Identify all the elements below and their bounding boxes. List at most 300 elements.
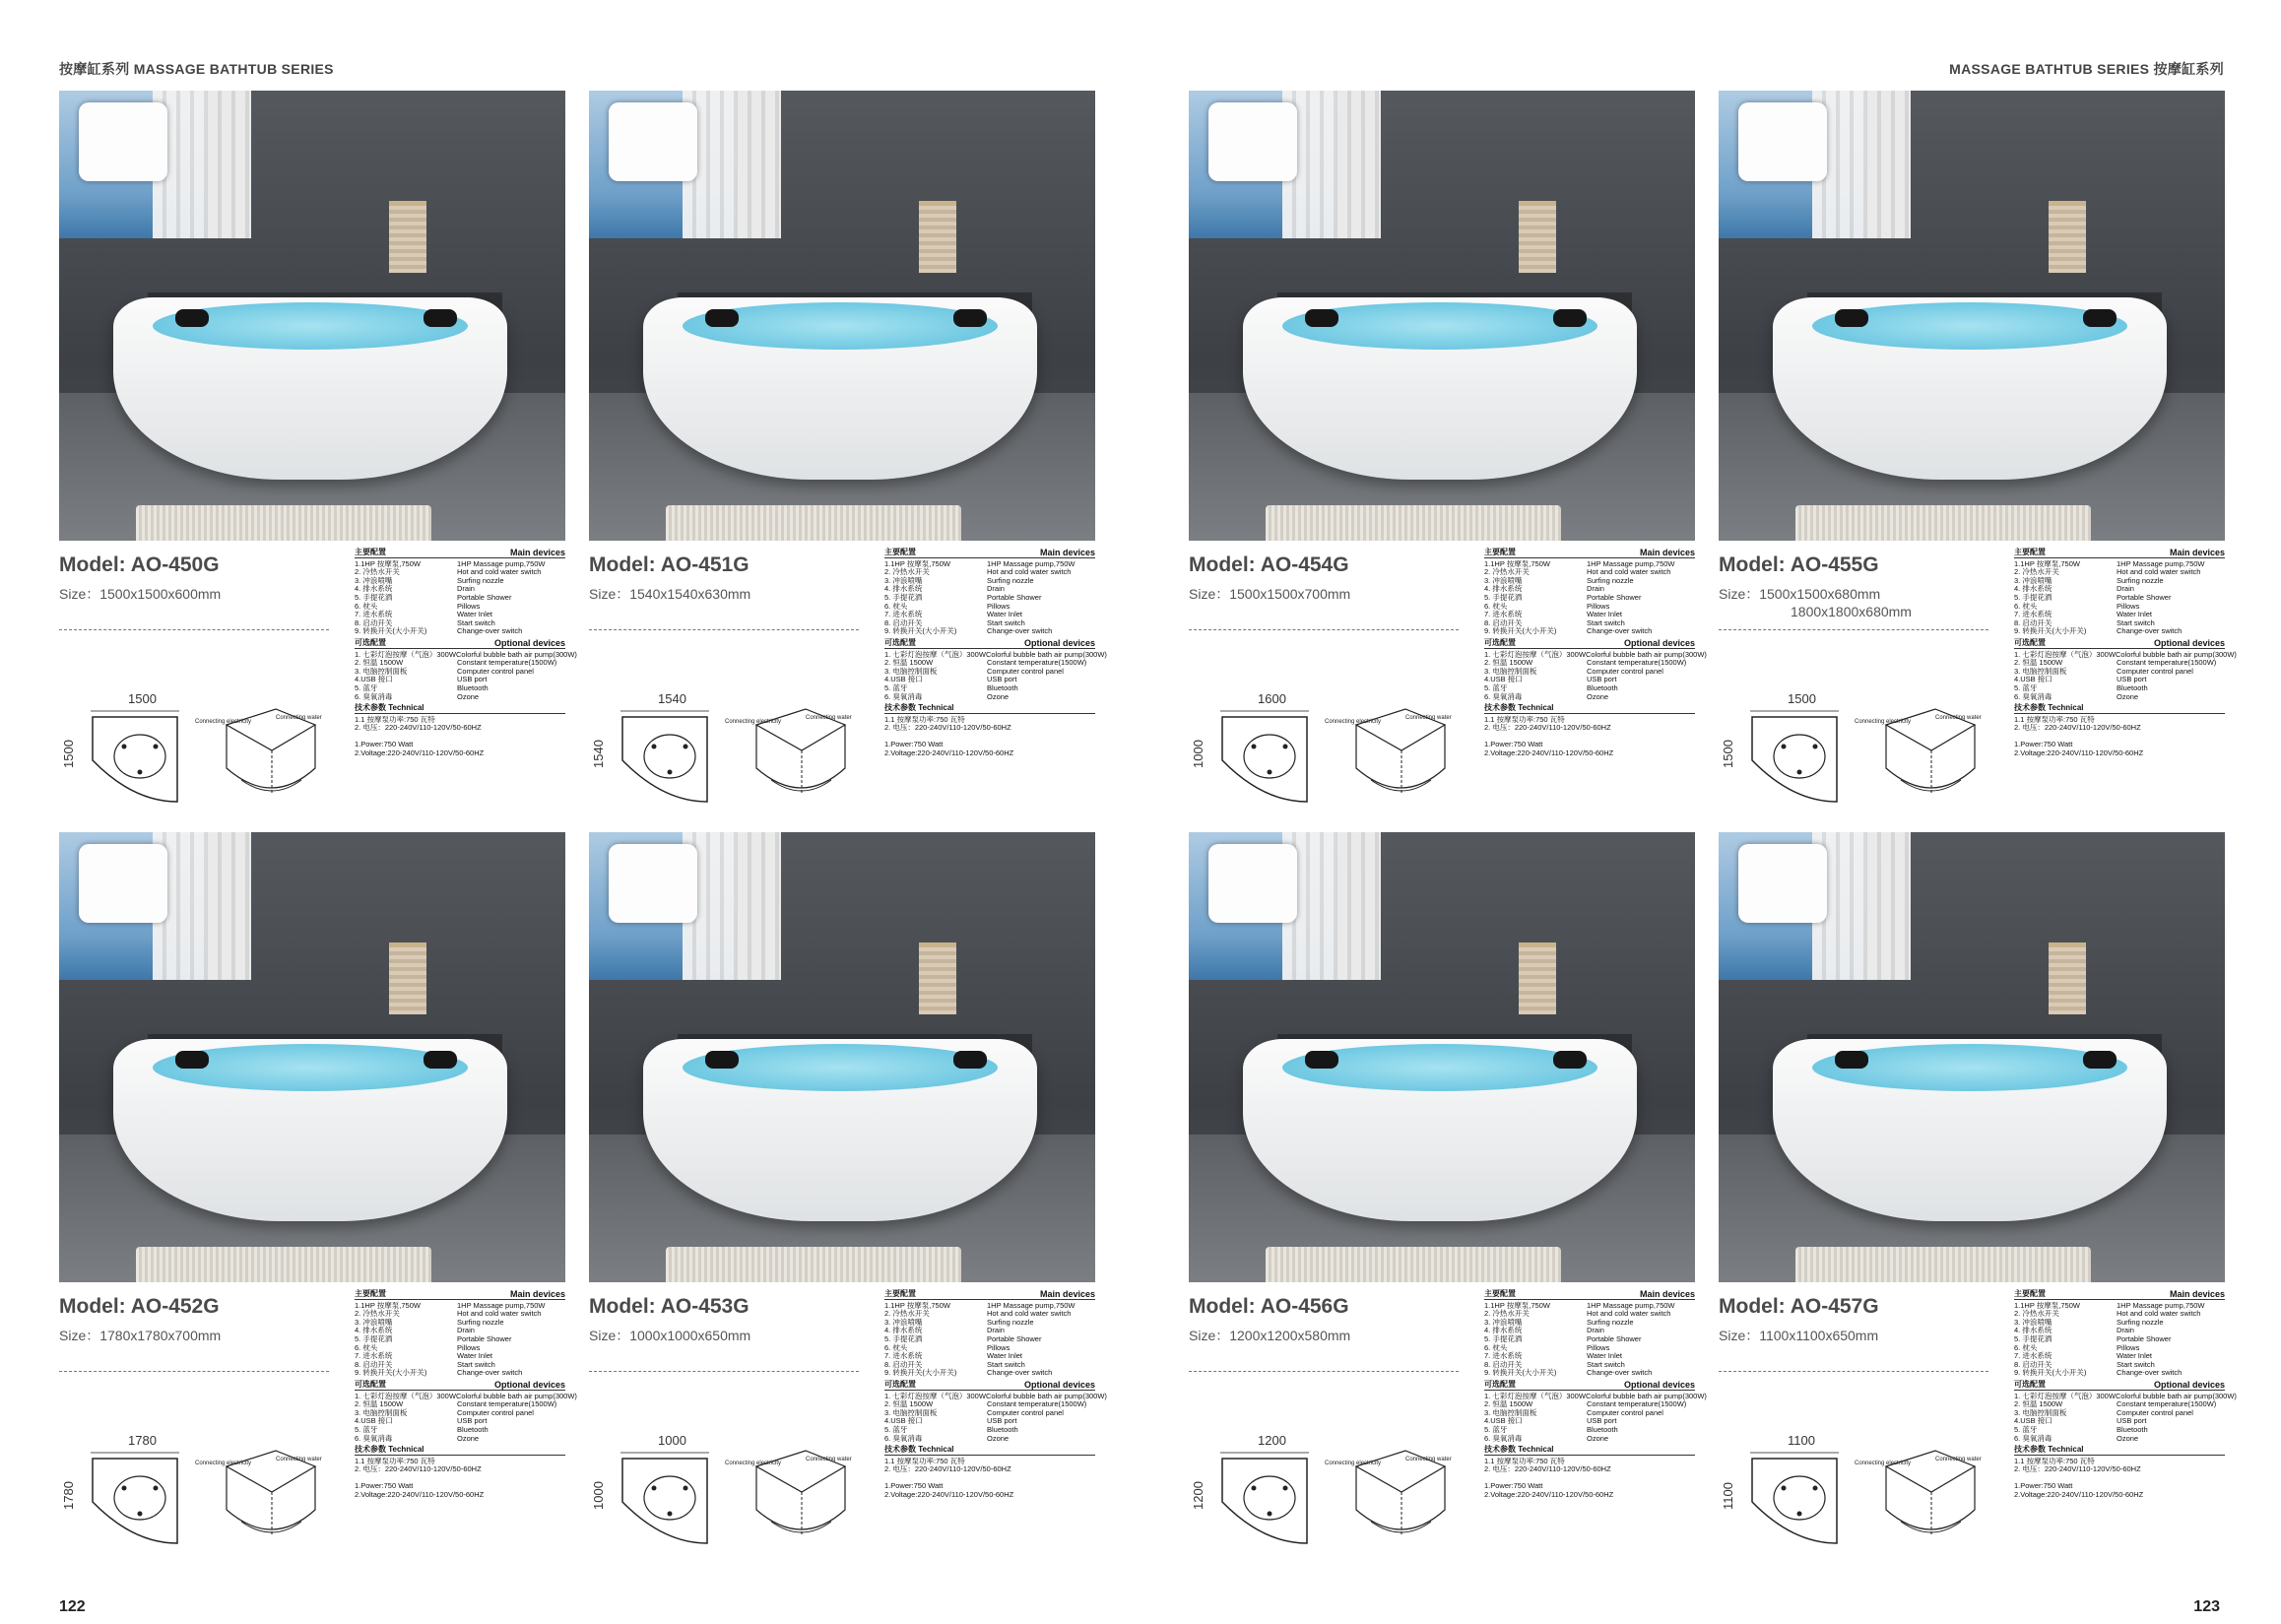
spec-cn: 2. 冷热水开关	[2014, 567, 2059, 577]
spec-en: Hot and cold water switch	[987, 567, 1072, 577]
jet-icon	[1252, 1486, 1257, 1491]
spec-row	[884, 1369, 1095, 1378]
spec-en: Ozone	[1587, 691, 1609, 701]
product-photo	[59, 832, 565, 1282]
optional-devices-en: Optional devices	[493, 637, 565, 648]
spec-en: Pillows	[987, 601, 1010, 611]
dimension-width: 1600	[1258, 691, 1286, 706]
tech-line: 2.Voltage:220-240V/110-120V/50-60HZ	[1484, 1490, 1614, 1500]
spec-en: USB port	[457, 1416, 488, 1426]
size-primary: Size：1540x1540x630mm	[589, 586, 751, 602]
spec-en: Constant temperature(1500W)	[457, 658, 557, 668]
tech-line: 2. 电压：220-240V/110-120V/50-60HZ	[884, 723, 1011, 733]
spec-en: Water Inlet	[987, 610, 1022, 619]
dimension-height: 1100	[1721, 1482, 1735, 1510]
headrest-pillow	[175, 1051, 209, 1069]
spec-en: Surfing nozzle	[457, 1317, 504, 1327]
towel	[389, 942, 426, 1014]
dimension-height: 1540	[591, 740, 606, 768]
spec-en: Drain	[2117, 584, 2134, 594]
top-view-inset	[79, 844, 167, 923]
spec-en: Change-over switch	[1587, 1368, 1653, 1378]
optional-devices-header	[1484, 1381, 1695, 1391]
dashed-divider	[59, 629, 329, 630]
tech-line: 1.1 按摩泵功率:750 瓦特	[355, 714, 435, 724]
spec-en: Hot and cold water switch	[987, 1309, 1072, 1319]
spec-en: Water Inlet	[1587, 610, 1622, 619]
spec-en: Water Inlet	[457, 610, 492, 619]
rug	[1795, 1247, 2091, 1282]
model-name: Model: AO-456G	[1189, 1295, 1349, 1318]
spec-cn: 3. 冲浪喷嘴	[884, 1317, 923, 1327]
spec-cn: 9. 转换开关(大小开关)	[884, 626, 957, 636]
spec-cn: 3. 冲浪喷嘴	[1484, 1317, 1523, 1327]
technical-drawing	[1191, 1433, 1474, 1563]
spec-en: 1HP Massage pump,750W	[987, 1300, 1075, 1310]
tech-line: 2. 电压：220-240V/110-120V/50-60HZ	[355, 723, 482, 733]
spec-cn: 7. 进水系统	[2014, 610, 2053, 619]
dimension-width: 1100	[1788, 1433, 1815, 1448]
top-view-inset	[609, 102, 697, 181]
spec-en: Hot and cold water switch	[1587, 1309, 1671, 1319]
spec-en: Portable Shower	[1587, 1333, 1642, 1343]
spec-en: Drain	[1587, 1326, 1604, 1335]
curtain	[153, 91, 251, 238]
technical-header	[884, 704, 1095, 714]
technical-list	[355, 1458, 565, 1500]
connecting-label: Connecting electricity	[1855, 1461, 1912, 1466]
product-photo	[589, 832, 1095, 1282]
size-text	[1189, 585, 1350, 603]
spec-cn: 2. 冷热水开关	[1484, 567, 1530, 577]
dimension-width: 1780	[128, 1433, 157, 1448]
technical-label: 技术参数 Technical	[1484, 1445, 1554, 1455]
spec-cn: 1. 七彩灯泡按摩（气泡）300W	[2014, 649, 2116, 659]
jet-icon	[122, 745, 127, 749]
spec-en: Water Inlet	[987, 1351, 1022, 1361]
dashed-divider	[59, 1371, 329, 1372]
product-card	[589, 832, 1107, 1573]
spec-cn: 1. 七彩灯泡按摩（气泡）300W	[1484, 649, 1586, 659]
tech-line: 2.Voltage:220-240V/110-120V/50-60HZ	[2014, 748, 2144, 758]
spec-en: Ozone	[987, 1433, 1010, 1443]
main-devices-cn: 主要配置	[884, 1289, 916, 1298]
spec-cn: 8. 启动开关	[2014, 1359, 2053, 1369]
technical-list	[2014, 1458, 2225, 1500]
catalog-header-left: 按摩缸系列 MASSAGE BATHTUB SERIES	[59, 61, 334, 77]
spec-cn: 7. 进水系统	[2014, 1351, 2053, 1361]
jet-icon	[668, 770, 673, 775]
spec-cn: 6. 枕头	[2014, 1342, 2038, 1352]
spec-cn: 2. 恒温 1500W	[884, 658, 934, 668]
main-devices-cn: 主要配置	[1484, 548, 1516, 556]
spec-cn: 7. 进水系统	[355, 1351, 393, 1361]
main-devices-cn: 主要配置	[355, 1289, 386, 1298]
spec-cn: 2. 恒温 1500W	[2014, 1399, 2063, 1409]
product-photo	[1189, 91, 1695, 541]
model-name: Model: AO-455G	[1719, 553, 1879, 576]
main-devices-en: Main devices	[2169, 548, 2225, 557]
spec-cn: 8. 启动开关	[1484, 617, 1523, 627]
tech-line: 2. 电压：220-240V/110-120V/50-60HZ	[884, 1464, 1011, 1474]
technical-header	[2014, 1446, 2225, 1456]
spec-en: Colorful bubble bath air pump(300W)	[2115, 649, 2237, 659]
towel	[389, 201, 426, 273]
spec-en: Start switch	[1587, 617, 1625, 627]
spec-cn: 6. 枕头	[884, 601, 908, 611]
technical-header	[884, 1446, 1095, 1456]
tech-line: 1.Power:750 Watt	[355, 1481, 414, 1491]
spec-en: Bluetooth	[987, 1424, 1018, 1434]
model-name: Model: AO-450G	[59, 553, 220, 576]
spec-en: Surfing nozzle	[987, 1317, 1034, 1327]
optional-devices-cn: 可选配置	[355, 637, 386, 647]
headrest-pillow	[424, 1051, 457, 1069]
spec-cn: 2. 冷热水开关	[355, 1309, 400, 1319]
product-card	[1719, 832, 2237, 1573]
spec-cn: 2. 恒温 1500W	[355, 1399, 404, 1409]
spec-cn: 3. 冲浪喷嘴	[1484, 575, 1523, 585]
tech-line: 1.1 按摩泵功率:750 瓦特	[2014, 1456, 2095, 1465]
spec-en: Constant temperature(1500W)	[1587, 658, 1687, 668]
technical-drawing	[1191, 691, 1474, 821]
main-devices-en: Main devices	[509, 548, 565, 557]
size-text	[589, 585, 750, 603]
dashed-divider	[589, 1371, 859, 1372]
product-card	[59, 91, 577, 831]
spec-en: 1HP Massage pump,750W	[2117, 1300, 2205, 1310]
spec-table	[355, 548, 577, 758]
technical-drawing	[61, 1433, 345, 1563]
technical-header	[355, 704, 565, 714]
technical-label: 技术参数 Technical	[355, 1445, 424, 1455]
tech-line: 2.Voltage:220-240V/110-120V/50-60HZ	[355, 1490, 485, 1500]
spec-en: Drain	[987, 584, 1005, 594]
dashed-divider	[589, 629, 859, 630]
spec-table	[2014, 548, 2237, 758]
optional-devices-en: Optional devices	[2153, 1379, 2225, 1390]
spec-cn: 1. 七彩灯泡按摩（气泡）300W	[1484, 1391, 1586, 1400]
spec-en: Computer control panel	[457, 1407, 534, 1417]
spec-en: Surfing nozzle	[987, 575, 1034, 585]
spec-en: Colorful bubble bath air pump(300W)	[985, 649, 1107, 659]
spec-cn: 8. 启动开关	[884, 617, 923, 627]
spec-en: Change-over switch	[2117, 1368, 2183, 1378]
dimension-width: 1540	[658, 691, 686, 706]
spec-cn: 4.USB 接口	[1484, 675, 1523, 684]
main-devices-en: Main devices	[509, 1289, 565, 1299]
spec-cn: 3. 电脑控制面板	[2014, 1407, 2067, 1417]
tech-line: 2.Voltage:220-240V/110-120V/50-60HZ	[1484, 748, 1614, 758]
spec-cn: 3. 电脑控制面板	[355, 1407, 408, 1417]
dimension-height: 1200	[1191, 1481, 1206, 1510]
spec-en: Colorful bubble bath air pump(300W)	[1585, 649, 1707, 659]
tech-line: 2.Voltage:220-240V/110-120V/50-60HZ	[2014, 1490, 2144, 1500]
spec-row	[355, 1435, 565, 1444]
headrest-pillow	[1553, 1051, 1587, 1069]
spec-en: Hot and cold water switch	[457, 567, 542, 577]
spec-en: Computer control panel	[987, 1407, 1064, 1417]
jet-icon	[652, 1486, 657, 1491]
spec-cn: 6. 臭氧消毒	[1484, 1433, 1523, 1443]
tech-line: 1.Power:750 Watt	[355, 740, 414, 749]
spec-en: Constant temperature(1500W)	[987, 1399, 1087, 1409]
page-number-left: 122	[59, 1598, 86, 1615]
spec-en: Surfing nozzle	[1587, 1317, 1634, 1327]
spec-cn: 1. 七彩灯泡按摩（气泡）300W	[355, 649, 456, 659]
optional-devices-header	[355, 1381, 565, 1391]
rug	[666, 505, 961, 541]
jet-icon	[1268, 770, 1272, 775]
spec-en: Computer control panel	[457, 666, 534, 676]
spec-en: Start switch	[987, 617, 1025, 627]
size-text	[589, 1327, 750, 1344]
curtain	[1282, 91, 1381, 238]
spec-en: Start switch	[987, 1359, 1025, 1369]
technical-label: 技术参数 Technical	[884, 703, 954, 713]
optional-devices-en: Optional devices	[493, 1379, 565, 1390]
spec-en: Computer control panel	[1587, 666, 1663, 676]
jet-icon	[1782, 745, 1787, 749]
waste-label: Connecting water	[1405, 1457, 1452, 1462]
tech-line: 1.1 按摩泵功率:750 瓦特	[884, 1456, 965, 1465]
waste-label: Connecting water	[1935, 715, 1982, 721]
waste-label: Connecting water	[276, 1457, 322, 1462]
spec-en: Drain	[2117, 1326, 2134, 1335]
tech-line: 2. 电压：220-240V/110-120V/50-60HZ	[2014, 1464, 2141, 1474]
jet-icon	[652, 745, 657, 749]
model-name: Model: AO-452G	[59, 1295, 220, 1318]
spec-table	[2014, 1289, 2237, 1500]
spec-cn: 4. 排水系统	[355, 1326, 393, 1335]
main-devices-header	[2014, 549, 2225, 558]
dimension-height: 1000	[591, 1481, 606, 1510]
plan-outline	[93, 1459, 177, 1543]
spec-cn: 9. 转换开关(大小开关)	[355, 1368, 427, 1378]
tech-line: 1.1 按摩泵功率:750 瓦特	[2014, 714, 2095, 724]
technical-drawing	[591, 691, 875, 821]
spec-cn: 6. 臭氧消毒	[1484, 691, 1523, 701]
optional-devices-cn: 可选配置	[884, 637, 916, 647]
spec-cn: 6. 枕头	[1484, 601, 1508, 611]
spec-cn: 7. 进水系统	[1484, 610, 1523, 619]
spec-cn: 7. 进水系统	[884, 1351, 923, 1361]
spec-row	[1484, 693, 1695, 702]
spec-cn: 2. 冷热水开关	[355, 567, 400, 577]
connecting-label: Connecting electricity	[725, 1461, 782, 1466]
top-view-inset	[1208, 102, 1297, 181]
spec-en: Pillows	[2117, 1342, 2140, 1352]
spec-en: Hot and cold water switch	[2117, 567, 2201, 577]
spec-cn: 3. 电脑控制面板	[355, 666, 408, 676]
spec-en: Ozone	[457, 1433, 480, 1443]
technical-label: 技术参数 Technical	[2014, 703, 2084, 713]
spec-cn: 3. 冲浪喷嘴	[2014, 575, 2053, 585]
spec-en: Hot and cold water switch	[2117, 1309, 2201, 1319]
optional-devices-header	[2014, 639, 2225, 649]
technical-list	[884, 716, 1095, 758]
spec-cn: 8. 启动开关	[884, 1359, 923, 1369]
spec-row	[1484, 1435, 1695, 1444]
spec-en: Constant temperature(1500W)	[2117, 1399, 2217, 1409]
spec-cn: 3. 电脑控制面板	[2014, 666, 2067, 676]
size-primary: Size：1000x1000x650mm	[589, 1328, 751, 1343]
curtain	[153, 832, 251, 980]
spec-cn: 5. 手提花洒	[2014, 592, 2053, 602]
dimension-height: 1500	[61, 740, 76, 768]
spec-cn: 6. 枕头	[355, 601, 378, 611]
spec-cn: 2. 恒温 1500W	[1484, 1399, 1533, 1409]
technical-list	[884, 1458, 1095, 1500]
spec-cn: 4. 排水系统	[2014, 1326, 2053, 1335]
tech-line: 1.Power:750 Watt	[2014, 740, 2073, 749]
spec-cn: 5. 蓝牙	[2014, 1424, 2038, 1434]
main-devices-cn: 主要配置	[2014, 1289, 2046, 1298]
spec-cn: 3. 电脑控制面板	[1484, 1407, 1537, 1417]
spec-cn: 9. 转换开关(大小开关)	[1484, 1368, 1557, 1378]
spec-en: Drain	[1587, 584, 1604, 594]
main-devices-en: Main devices	[1639, 548, 1695, 557]
spec-cn: 2. 恒温 1500W	[2014, 658, 2063, 668]
headrest-pillow	[1553, 309, 1587, 327]
technical-header	[355, 1446, 565, 1456]
spec-en: Pillows	[1587, 1342, 1610, 1352]
spec-en: Bluetooth	[2117, 682, 2148, 692]
technical-list	[1484, 1458, 1695, 1500]
product-photo	[1719, 832, 2225, 1282]
spec-en: Computer control panel	[987, 666, 1064, 676]
size-primary: Size：1780x1780x700mm	[59, 1328, 222, 1343]
product-photo	[59, 91, 565, 541]
spec-en: USB port	[1587, 675, 1617, 684]
spec-en: Ozone	[2117, 691, 2139, 701]
spec-en: Change-over switch	[987, 1368, 1053, 1378]
spec-cn: 5. 蓝牙	[2014, 682, 2038, 692]
spec-en: Portable Shower	[457, 592, 512, 602]
main-devices-header	[355, 549, 565, 558]
iso-body	[1886, 725, 1975, 788]
spec-en: Water Inlet	[457, 1351, 492, 1361]
technical-label: 技术参数 Technical	[1484, 703, 1554, 713]
spec-en: Surfing nozzle	[1587, 575, 1634, 585]
size-text	[1189, 1327, 1350, 1344]
spec-en: Water Inlet	[2117, 1351, 2152, 1361]
main-devices-header	[884, 1290, 1095, 1300]
spec-en: Drain	[987, 1326, 1005, 1335]
plan-outline	[1752, 1459, 1837, 1543]
spec-en: Bluetooth	[457, 1424, 489, 1434]
iso-body	[756, 725, 845, 788]
spec-cn: 1.1HP 按摩泵,750W	[355, 558, 421, 568]
spec-en: 1HP Massage pump,750W	[1587, 558, 1675, 568]
tech-line: 1.1 按摩泵功率:750 瓦特	[355, 1456, 435, 1465]
jet-icon	[1283, 745, 1288, 749]
optional-devices-header	[355, 639, 565, 649]
connecting-label: Connecting electricity	[195, 1461, 252, 1466]
tech-line: 1.Power:750 Watt	[2014, 1481, 2073, 1491]
spec-en: Pillows	[987, 1342, 1010, 1352]
jet-icon	[1813, 1486, 1818, 1491]
dimension-width: 1000	[658, 1433, 686, 1448]
plan-outline	[93, 717, 177, 802]
spec-cn: 2. 恒温 1500W	[884, 1399, 934, 1409]
main-devices-header	[884, 549, 1095, 558]
main-devices-header	[1484, 1290, 1695, 1300]
spec-en: Change-over switch	[2117, 626, 2183, 636]
tech-line: 2.Voltage:220-240V/110-120V/50-60HZ	[355, 748, 485, 758]
spec-en: Water Inlet	[2117, 610, 2152, 619]
spec-en: Ozone	[457, 691, 480, 701]
headrest-pillow	[1305, 309, 1338, 327]
jet-icon	[1782, 1486, 1787, 1491]
spec-en: Start switch	[2117, 617, 2155, 627]
optional-devices-cn: 可选配置	[2014, 1379, 2046, 1389]
spec-table	[1484, 1289, 1707, 1500]
spec-en: Bluetooth	[2117, 1424, 2148, 1434]
waste-label: Connecting water	[1935, 1457, 1982, 1462]
rug	[666, 1247, 961, 1282]
spec-en: Computer control panel	[2117, 1407, 2193, 1417]
spec-table	[884, 548, 1107, 758]
spec-cn: 7. 进水系统	[884, 610, 923, 619]
spec-en: Portable Shower	[987, 592, 1042, 602]
curtain	[1812, 91, 1911, 238]
main-devices-cn: 主要配置	[355, 548, 386, 556]
spec-en: Hot and cold water switch	[1587, 567, 1671, 577]
spec-cn: 5. 手提花洒	[884, 592, 923, 602]
spec-en: Colorful bubble bath air pump(300W)	[455, 649, 577, 659]
spec-cn: 4. 排水系统	[355, 584, 393, 594]
optional-devices-en: Optional devices	[1023, 637, 1095, 648]
dashed-divider	[1189, 1371, 1459, 1372]
size-secondary: 1800x1800x680mm	[1791, 604, 1912, 619]
dimension-height: 1500	[1721, 740, 1735, 768]
spec-en: Colorful bubble bath air pump(300W)	[985, 1391, 1107, 1400]
jet-icon	[122, 1486, 127, 1491]
waste-label: Connecting water	[1405, 715, 1452, 721]
dimension-width: 1500	[1788, 691, 1816, 706]
spec-en: Constant temperature(1500W)	[1587, 1399, 1687, 1409]
spec-en: 1HP Massage pump,750W	[1587, 1300, 1675, 1310]
spec-cn: 9. 转换开关(大小开关)	[355, 626, 427, 636]
spec-en: Ozone	[987, 691, 1010, 701]
jet-icon	[1268, 1512, 1272, 1517]
spec-cn: 8. 启动开关	[1484, 1359, 1523, 1369]
size-primary: Size：1500x1500x600mm	[59, 586, 222, 602]
optional-devices-cn: 可选配置	[355, 1379, 386, 1389]
product-card	[1189, 832, 1707, 1573]
spec-cn: 5. 蓝牙	[1484, 1424, 1508, 1434]
top-view-inset	[1738, 844, 1827, 923]
spec-cn: 4.USB 接口	[355, 675, 393, 684]
spec-cn: 1.1HP 按摩泵,750W	[884, 558, 950, 568]
plan-outline	[1222, 1459, 1307, 1543]
spec-cn: 1.1HP 按摩泵,750W	[884, 1300, 950, 1310]
spec-en: Computer control panel	[1587, 1407, 1663, 1417]
main-devices-header	[1484, 549, 1695, 558]
spec-cn: 4.USB 接口	[884, 1416, 923, 1426]
iso-body	[1356, 725, 1445, 788]
towel	[1519, 942, 1556, 1014]
optional-devices-cn: 可选配置	[2014, 637, 2046, 647]
technical-header	[2014, 704, 2225, 714]
curtain	[1282, 832, 1381, 980]
spec-en: USB port	[987, 1416, 1017, 1426]
spec-en: Portable Shower	[2117, 592, 2172, 602]
spec-cn: 6. 臭氧消毒	[2014, 691, 2053, 701]
optional-devices-cn: 可选配置	[1484, 1379, 1516, 1389]
tech-line: 2. 电压：220-240V/110-120V/50-60HZ	[355, 1464, 482, 1474]
